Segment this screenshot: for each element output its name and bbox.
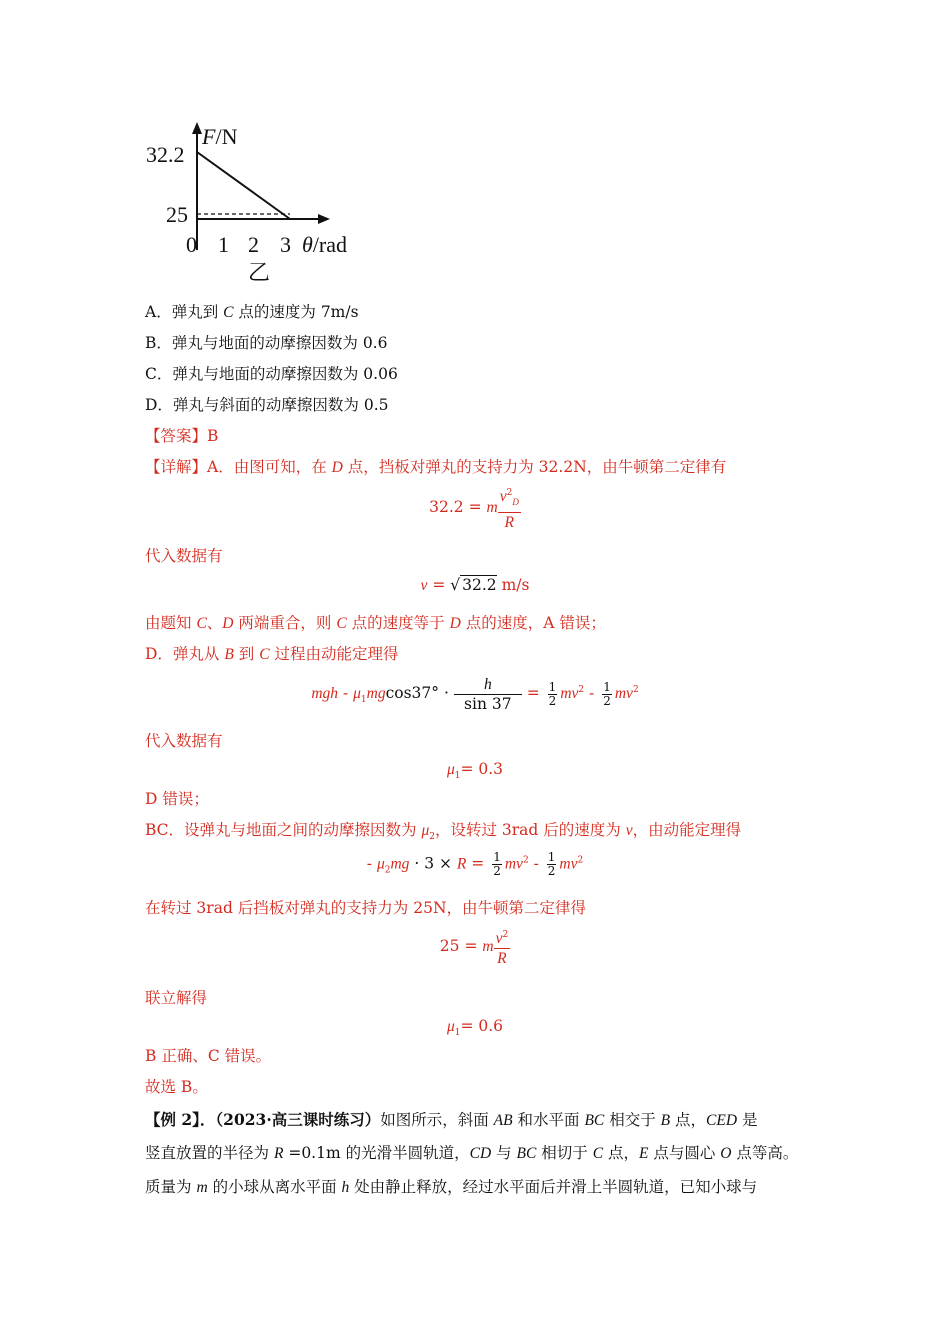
equation-3: mgh - $\mu_1mgcos37^\circ$ · $\frac{h}{\sin 37}$ = $\frac{1}{2}$ $mv^2$ - $\frac{1}{2}$ $mv^2$ — [311, 676, 639, 713]
example-2-line-1: 【例 2】．（2023·高三课时练习）如图所示，斜面 AB 和水平面 BC 相交于 B 点，CED 是 — [145, 1110, 758, 1129]
option-b: B．弹丸与地面的动摩擦因数为 0.6 — [145, 334, 388, 352]
detail-line-3: 由题知 C、D 两端重合，则 C 点的速度等于 D 点的速度，A 错误； — [145, 614, 606, 632]
detail-line-7: BC．设弹丸与地面之间的动摩擦因数为 $\mu_2$，设转过 3rad 后的速度为 v，由动能定理得 — [145, 821, 742, 843]
detail-line-10: B 正确、C 错误。 — [145, 1047, 272, 1065]
option-d: D．弹丸与斜面的动摩擦因数为 0.5 — [145, 396, 389, 414]
equation-4: $\mu_1= 0.3$ — [446, 760, 504, 782]
fraction-half-a: $\frac{1}{2}$ — [548, 679, 557, 708]
x-tick-0: 0 — [186, 232, 197, 257]
example-2-title: 【例 2】．（2023·高三课时练习） — [145, 1110, 381, 1129]
y-axis — [192, 122, 202, 250]
x-tick-2: 2 — [248, 232, 259, 257]
equation-1: 32.2 = m $\frac{v^2_D}{R}$ — [0, 484, 950, 532]
option-a: A．弹丸到 C 点的速度为 7m/s — [145, 303, 359, 321]
example-2-line-2: 竖直放置的半径为 R =0.1m 的光滑半圆轨道，CD 与 BC 相切于 C 点，E 点与圆心 O 点等高。 — [145, 1144, 799, 1162]
fraction-vd2-over-r: $\frac{v^2_D}{R}$ — [498, 484, 521, 532]
detail-line-9: 联立解得 — [145, 989, 208, 1007]
equation-5: - $\mu_2mg \cdot 3 \times R$ = $\frac{1}{2}$ $mv^2$ - $\frac{1}{2}$ $mv^2$ — [366, 850, 584, 878]
fraction-v2-over-r: $\frac{v^2}{R}$ — [494, 926, 511, 968]
equation-6: 25 = m $\frac{v^2}{R}$ — [0, 926, 950, 968]
option-c: C．弹丸与地面的动摩擦因数为 0.06 — [145, 365, 398, 383]
fraction-half-b: $\frac{1}{2}$ — [603, 679, 611, 708]
answer: 【答案】B — [145, 427, 219, 445]
detail-line-6: D 错误； — [145, 790, 209, 808]
example-2-line-3: 质量为 m 的小球从离水平面 h 处由静止释放，经过水平面后并滑上半圆轨道，已知小球与 — [145, 1178, 758, 1196]
detail-line-5: 代入数据有 — [145, 732, 223, 750]
y-axis-label: F/N — [202, 124, 238, 149]
fraction-half-d: $\frac{1}{2}$ — [547, 850, 556, 878]
detail-line-11: 故选 B。 — [145, 1078, 208, 1096]
x-tick-1: 1 — [218, 232, 229, 257]
fraction-h-over-sin37: $\frac{h}{\sin 37}$ — [454, 675, 522, 713]
force-angle-graph — [140, 118, 370, 288]
detail-line-4: D．弹丸从 B 到 C 过程由动能定理得 — [145, 645, 399, 663]
force-line — [197, 152, 290, 219]
graph-caption: 乙 — [248, 260, 271, 285]
detail-line-2: 代入数据有 — [145, 547, 223, 565]
detail-line-8: 在转过 3rad 后挡板对弹丸的支持力为 25N，由牛顿第二定律得 — [145, 899, 587, 917]
x-axis-label: θ/rad — [302, 232, 348, 257]
x-axis — [197, 214, 330, 224]
fraction-half-c: $\frac{1}{2}$ — [493, 850, 501, 878]
y-tick-25: 25 — [166, 202, 188, 227]
x-tick-3: 3 — [280, 232, 291, 257]
y-tick-32-2: 32.2 — [146, 142, 185, 167]
equation-2: v = √ 32.2 m/s — [420, 576, 530, 594]
detail-line-1: 【详解】A．由图可知，在 D 点，挡板对弹丸的支持力为 32.2N，由牛顿第二定律有 — [145, 458, 727, 476]
equation-7: $\mu_1= 0.6$ — [446, 1017, 504, 1039]
